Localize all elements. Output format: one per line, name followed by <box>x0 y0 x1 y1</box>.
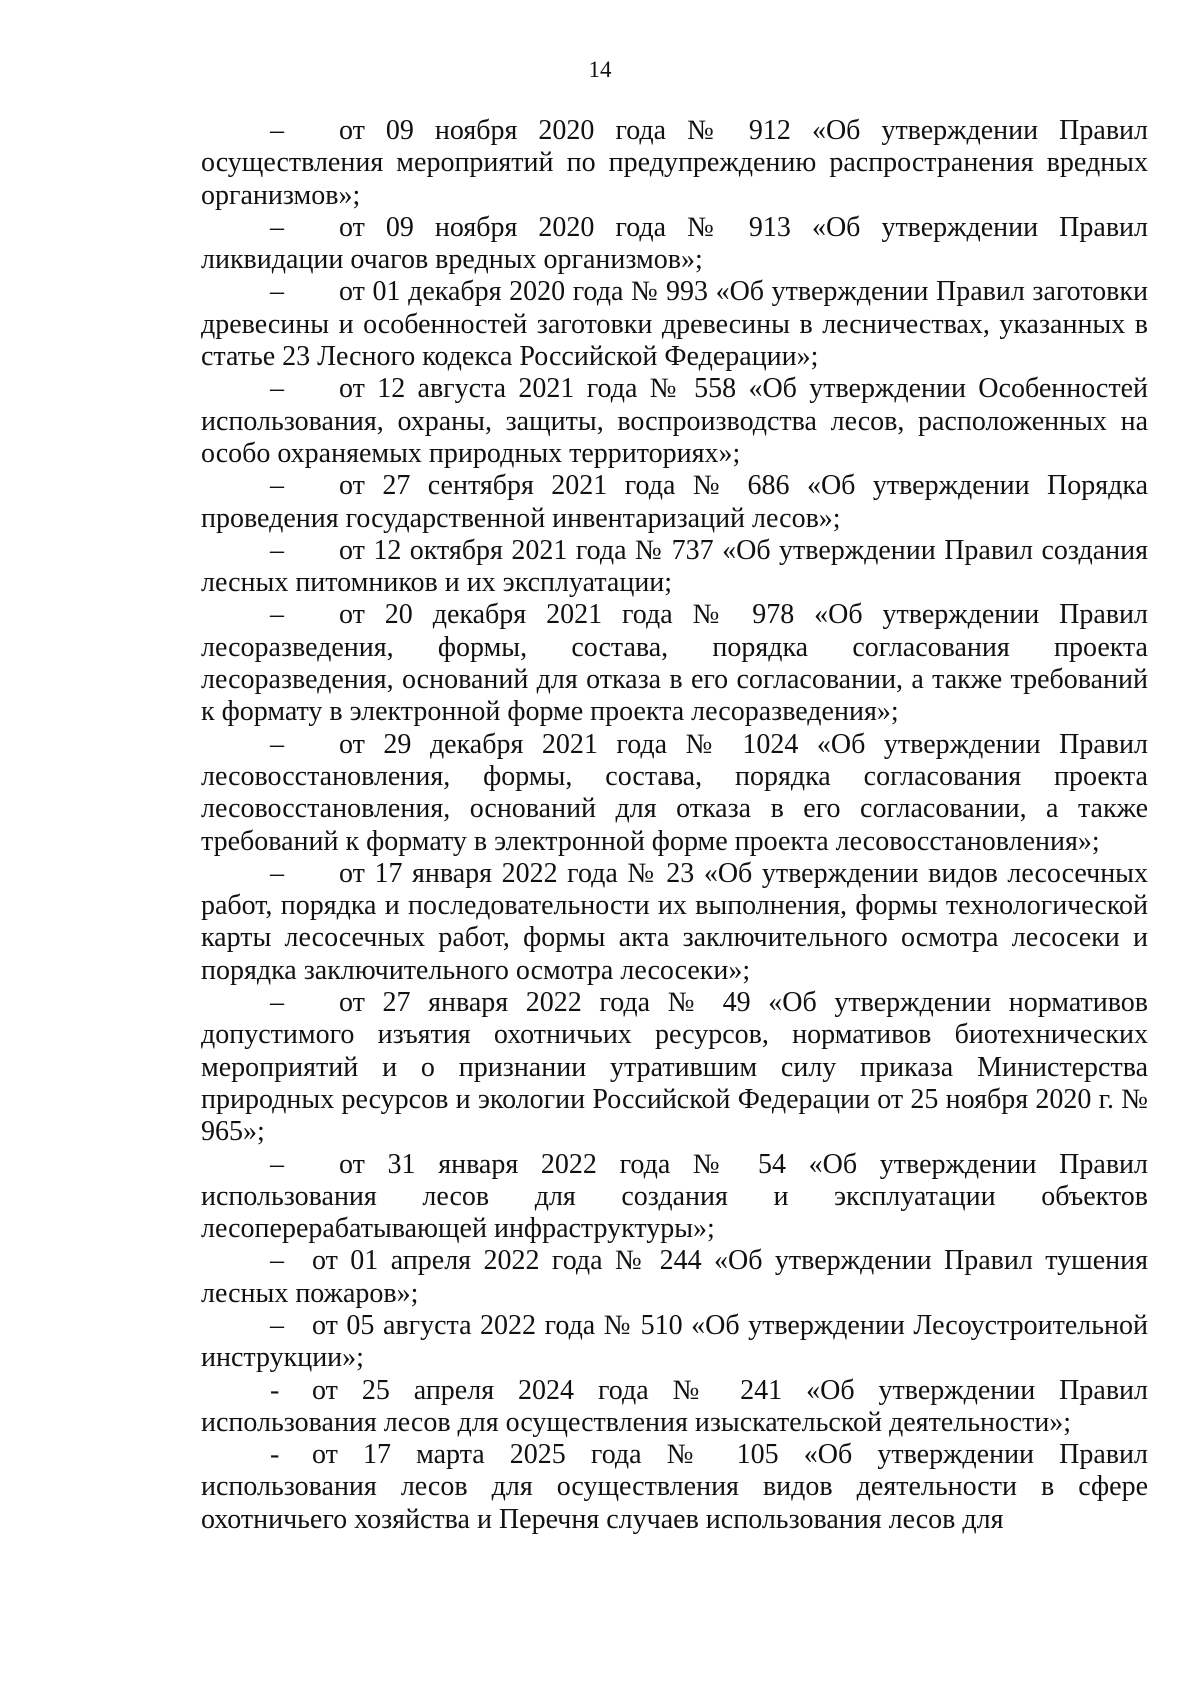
list-dash: – <box>270 1245 284 1277</box>
list-dash: – <box>270 1309 284 1341</box>
list-item <box>201 599 1148 728</box>
list-dash: – <box>270 534 284 566</box>
page-number: 14 <box>588 57 612 82</box>
list-item <box>201 1310 1148 1375</box>
list-item-text: от 12 октября 2021 года № 737 «Об утверждении Правил создания лесных питомников и их эксплуатации; <box>201 534 1148 599</box>
list-item <box>201 729 1148 858</box>
list-item-text: от 12 августа 2021 года № 558 «Об утверждении Особенностей использования, охраны, защиты, воспроизводства лесов, расположенных на особо охраняемых природных территориях»; <box>201 373 1148 469</box>
list-item-text: от 01 апреля 2022 года № 244 «Об утверждении Правил тушения лесных пожаров»; <box>201 1245 1148 1309</box>
list-item-text: от 09 ноября 2020 года № 913 «Об утверждении Правил ликвидации очагов вредных организмов»; <box>201 211 1148 276</box>
list-item <box>201 1375 1148 1440</box>
list-dash: – <box>270 115 284 146</box>
list-item-text: от 20 декабря 2021 года № 978 «Об утверждении Правил лесоразведения, формы, состава, порядка согласования проекта лесоразведения, оснований для отказа в его согласовании, а также требований к формату в электронной форме проекта лесоразведения»; <box>201 599 1148 728</box>
list-item-text: от 27 января 2022 года № 49 «Об утверждении нормативов допустимого изъятия охотничьих ресурсов, нормативов биотехнических мероприятий и о признании утратившим силу приказа Министерства природных ресурсов и экологии Российской Федерации от 25 ноября 2020 г. № 965»; <box>201 987 1148 1148</box>
list-item <box>201 535 1148 600</box>
list-item-text: от 31 января 2022 года № 54 «Об утверждении Правил использования лесов для создания и эксплуатации объектов лесоперерабатывающей инфраструктуры»; <box>201 1148 1148 1245</box>
list-item <box>201 1149 1148 1246</box>
list-dash: – <box>270 470 284 502</box>
list-item <box>201 212 1148 277</box>
list-dash: – <box>270 373 284 405</box>
list-item-text: от 09 ноября 2020 года № 912 «Об утверждении Правил осуществления мероприятий по предупреждению распространения вредных организмов»; <box>201 115 1148 211</box>
list-item-text: от 25 апреля 2024 года № 241 «Об утверждении Правил использования лесов для осуществления изыскательской деятельности»; <box>201 1374 1148 1438</box>
list-item <box>201 987 1148 1148</box>
list-dash: – <box>270 276 284 308</box>
list-item-text: от 17 марта 2025 года № 105 «Об утверждении Правил использования лесов для осуществления видов деятельности в сфере охотничьего хозяйства и Перечня случаев использования лесов для <box>201 1439 1148 1535</box>
list-item-text: от 05 августа 2022 года № 510 «Об утверждении Лесоустроительной инструкции»; <box>201 1309 1148 1374</box>
list-item <box>201 470 1148 535</box>
list-item <box>201 1439 1148 1536</box>
list-dash: - <box>270 1439 280 1471</box>
list-item-text: от 27 сентября 2021 года № 686 «Об утверждении Порядка проведения государственной инвентаризаций лесов»; <box>201 470 1148 534</box>
list-item <box>201 276 1148 373</box>
list-dash: – <box>270 987 284 1019</box>
list-item <box>201 1245 1148 1310</box>
list-dash: - <box>270 1374 280 1406</box>
list-item <box>201 373 1148 470</box>
list-dash: – <box>270 857 284 889</box>
list-item-text: от 29 декабря 2021 года № 1024 «Об утверждении Правил лесовосстановления, формы, состава, порядка согласования проекта лесовосстановления, оснований для отказа в его согласовании, а также требований к формату в электронной форме проекта лесовосстановления»; <box>201 728 1148 857</box>
list-item <box>201 858 1148 987</box>
list-item-text: от 01 декабря 2020 года № 993 «Об утверждении Правил заготовки древесины и особенностей заготовки древесины в лесничествах, указанных в статье 23 Лесного кодекса Российской Федерации»; <box>201 276 1148 373</box>
list-dash: – <box>270 728 284 760</box>
list-dash: – <box>270 599 284 631</box>
document-body <box>201 115 1148 1536</box>
list-item-text: от 17 января 2022 года № 23 «Об утверждении видов лесосечных работ, порядка и последовательности их выполнения, формы технологической карты лесосечных работ, формы акта заключительного осмотра лесосеки и порядка заключительного осмотра лесосеки»; <box>201 857 1148 986</box>
list-dash: – <box>270 211 284 243</box>
list-dash: – <box>270 1148 284 1180</box>
list-item <box>201 115 1148 212</box>
